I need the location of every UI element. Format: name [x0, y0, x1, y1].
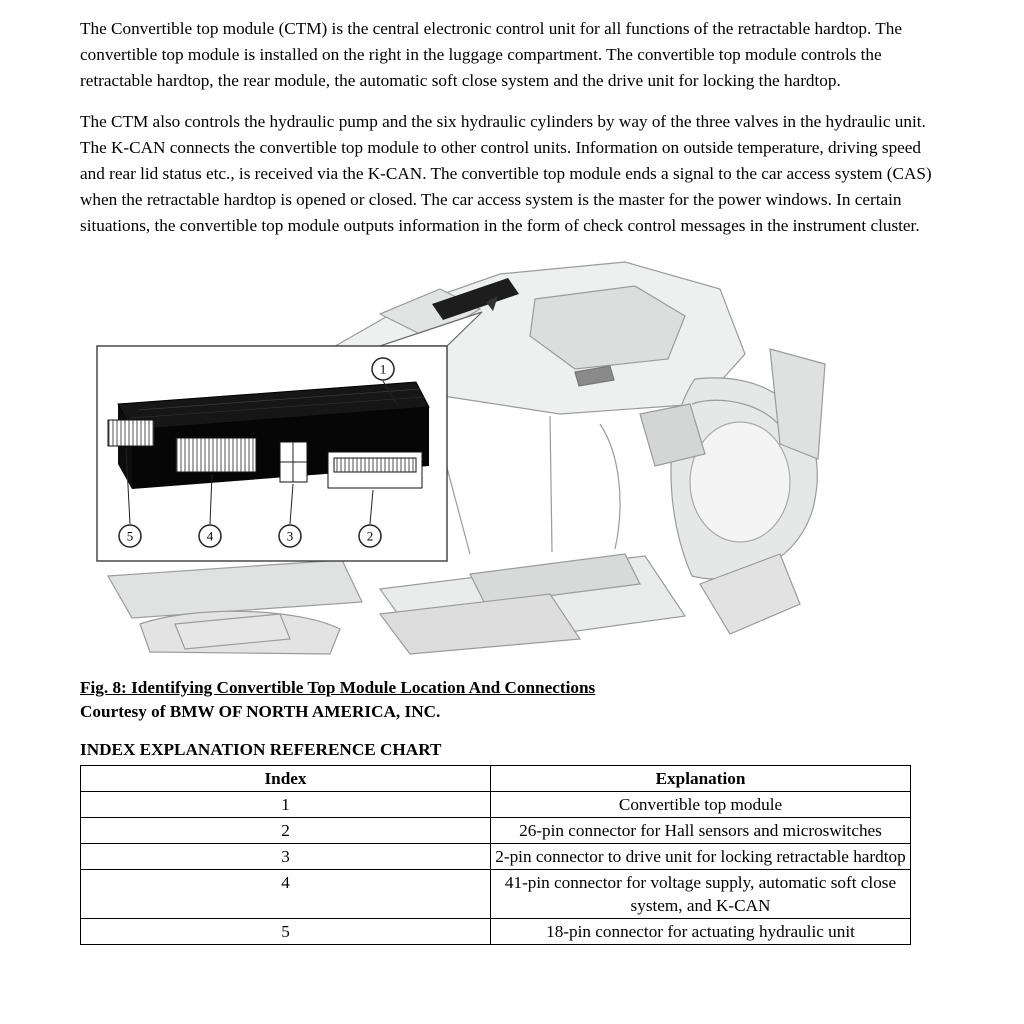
- table-row: [81, 818, 911, 844]
- table-header-index: Index: [81, 766, 491, 792]
- index-cell: 3: [81, 844, 491, 870]
- explanation-cell: 18-pin connector for actuating hydraulic unit: [491, 919, 911, 945]
- callout-1-label: 1: [379, 361, 387, 377]
- table-row: [81, 844, 911, 870]
- callout-2-label: 2: [366, 528, 374, 544]
- ctm-location-diagram: [80, 254, 920, 664]
- index-cell: 2: [81, 818, 491, 844]
- explanation-cell: Convertible top module: [491, 792, 911, 818]
- paragraph-ctm-overview: The Convertible top module (CTM) is the central electronic control unit for all functions of the retractable hardtop. The convertible top module is installed on the right in the luggage compartment. The convertible top module controls the retractable hardtop, the rear module, the automatic soft close system and the drive unit for locking the hardtop.: [80, 19, 903, 90]
- explanation-cell: 2-pin connector to drive unit for locking retractable hardtop: [491, 844, 911, 870]
- figure-caption-block: [80, 676, 946, 724]
- callout-4-label: 4: [206, 528, 214, 544]
- figure-credit: Courtesy of BMW OF NORTH AMERICA, INC.: [80, 702, 441, 721]
- table-row: [81, 870, 911, 919]
- paragraph-ctm-functions: The CTM also controls the hydraulic pump and the six hydraulic cylinders by way of the three valves in the hydraulic unit. The K-CAN connects the convertible top module to other control units. Information on outside temperature, driving speed and rear lid status etc., is received via the K-CAN. The convertible top module ends a signal to the car access system (CAS) when the retractable hardtop is opened or closed. The car access system is the master for the power windows. In certain situations, the convertible top module outputs information in the form of check control messages in the instrument cluster.: [80, 112, 932, 235]
- figure-caption: Fig. 8: Identifying Convertible Top Module Location And Connections: [80, 678, 596, 697]
- index-cell: 4: [81, 870, 491, 919]
- inset-box: [97, 346, 447, 561]
- index-cell: 1: [81, 792, 491, 818]
- figure-illustration: [80, 254, 920, 664]
- explanation-cell: 41-pin connector for voltage supply, automatic soft close system, and K-CAN: [491, 870, 911, 919]
- reference-chart-heading: INDEX EXPLANATION REFERENCE CHART: [80, 740, 442, 759]
- callout-3-label: 3: [286, 528, 294, 544]
- table-row: [81, 919, 911, 945]
- table-header-row: [81, 766, 911, 792]
- table-row: [81, 792, 911, 818]
- callout-5-label: 5: [126, 528, 134, 544]
- explanation-cell: 26-pin connector for Hall sensors and microswitches: [491, 818, 911, 844]
- index-cell: 5: [81, 919, 491, 945]
- index-explanation-table: [80, 765, 911, 945]
- table-header-explanation: Explanation: [491, 766, 911, 792]
